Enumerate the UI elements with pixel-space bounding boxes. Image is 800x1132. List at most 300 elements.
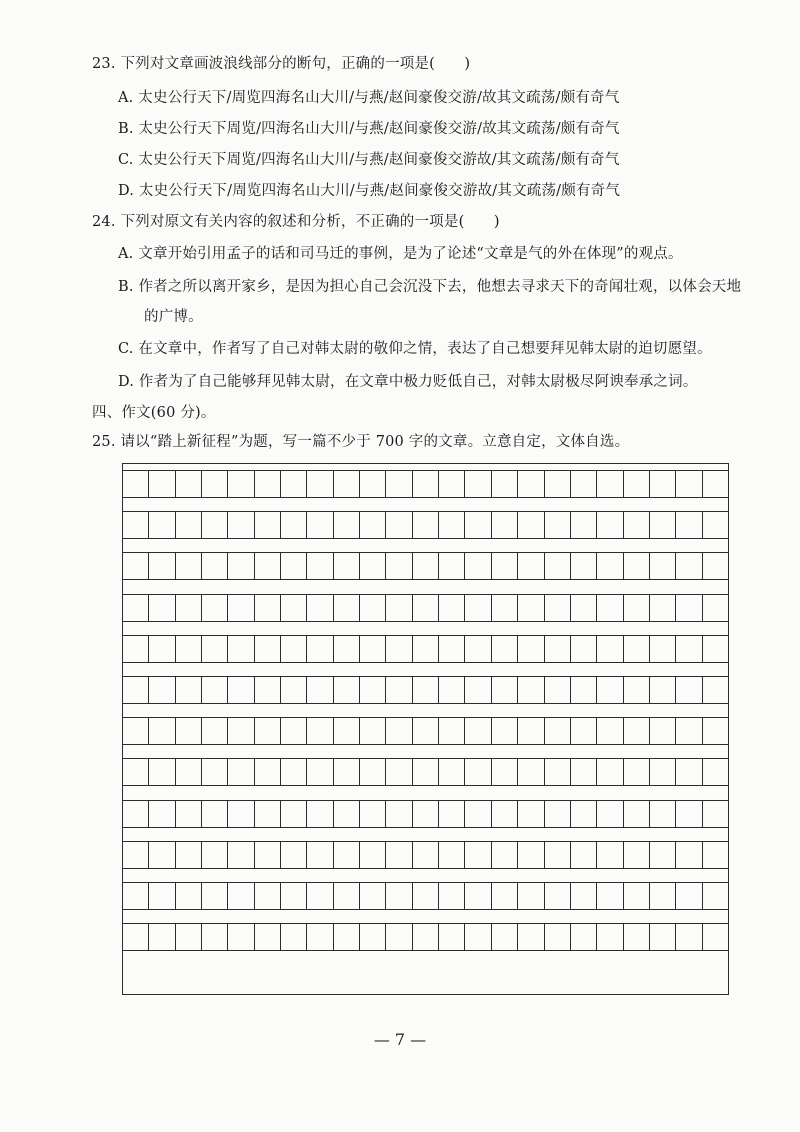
grid-cell[interactable]	[597, 883, 623, 909]
grid-cell[interactable]	[202, 842, 228, 868]
question-24-option-c: C. 在文章中，作者写了自己对韩太尉的敬仰之情，表达了自己想要拜见韩太尉的迫切愿望。	[118, 341, 712, 357]
grid-cell[interactable]	[571, 553, 597, 579]
grid-cell[interactable]	[439, 471, 465, 497]
grid-cell[interactable]	[703, 471, 728, 497]
grid-cell[interactable]	[492, 677, 518, 703]
grid-cell[interactable]	[228, 512, 254, 538]
grid-cell[interactable]	[255, 512, 281, 538]
grid-cell[interactable]	[228, 718, 254, 744]
page-number: — 7 —	[373, 1030, 427, 1049]
grid-cell[interactable]	[676, 677, 702, 703]
grid-cell[interactable]	[307, 512, 333, 538]
grid-cell[interactable]	[545, 677, 571, 703]
grid-cell[interactable]	[492, 801, 518, 827]
grid-cell[interactable]	[624, 553, 650, 579]
grid-cell[interactable]	[176, 512, 202, 538]
grid-cell[interactable]	[123, 842, 149, 868]
grid-cell[interactable]	[255, 553, 281, 579]
grid-cell[interactable]	[545, 512, 571, 538]
grid-cell[interactable]	[281, 718, 307, 744]
grid-cell[interactable]	[492, 718, 518, 744]
grid-cell[interactable]	[123, 471, 149, 497]
grid-row	[123, 511, 728, 539]
grid-cell[interactable]	[518, 842, 544, 868]
grid-cell[interactable]	[492, 759, 518, 785]
grid-row	[123, 800, 728, 828]
grid-cell[interactable]	[360, 842, 386, 868]
grid-cell[interactable]	[228, 595, 254, 621]
grid-cell[interactable]	[123, 924, 149, 950]
grid-cell[interactable]	[465, 471, 491, 497]
grid-cell[interactable]	[386, 883, 412, 909]
grid-cell[interactable]	[413, 595, 439, 621]
grid-cell[interactable]	[650, 801, 676, 827]
grid-cell[interactable]	[465, 883, 491, 909]
grid-cell[interactable]	[307, 636, 333, 662]
grid-cell[interactable]	[202, 636, 228, 662]
grid-cell[interactable]	[334, 471, 360, 497]
grid-cell[interactable]	[492, 553, 518, 579]
grid-cell[interactable]	[149, 759, 175, 785]
grid-cell[interactable]	[255, 677, 281, 703]
grid-cell[interactable]	[597, 759, 623, 785]
grid-cell[interactable]	[360, 924, 386, 950]
grid-cell[interactable]	[307, 801, 333, 827]
grid-cell[interactable]	[413, 553, 439, 579]
grid-cell[interactable]	[413, 636, 439, 662]
section-heading-composition: 四、作文(60 分)。	[92, 405, 216, 421]
grid-cell[interactable]	[360, 595, 386, 621]
grid-cell[interactable]	[439, 677, 465, 703]
grid-cell[interactable]	[228, 883, 254, 909]
grid-cell[interactable]	[176, 842, 202, 868]
grid-cell[interactable]	[650, 759, 676, 785]
grid-cell[interactable]	[334, 553, 360, 579]
grid-cell[interactable]	[624, 471, 650, 497]
grid-cell[interactable]	[597, 553, 623, 579]
grid-cell[interactable]	[439, 718, 465, 744]
grid-cell[interactable]	[360, 636, 386, 662]
grid-cell[interactable]	[703, 801, 728, 827]
grid-cell[interactable]	[597, 636, 623, 662]
grid-cell[interactable]	[202, 883, 228, 909]
question-24-option-a: A. 文章开始引用孟子的话和司马迁的事例，是为了论述“文章是气的外在体现”的观点。	[118, 246, 683, 262]
grid-cell[interactable]	[703, 636, 728, 662]
grid-cell[interactable]	[676, 924, 702, 950]
grid-cell[interactable]	[123, 718, 149, 744]
grid-cell[interactable]	[202, 595, 228, 621]
grid-cell[interactable]	[386, 512, 412, 538]
grid-cell[interactable]	[228, 471, 254, 497]
grid-cell[interactable]	[334, 718, 360, 744]
grid-cell[interactable]	[255, 718, 281, 744]
grid-cell[interactable]	[255, 595, 281, 621]
grid-cell[interactable]	[149, 924, 175, 950]
grid-cell[interactable]	[281, 512, 307, 538]
grid-cell[interactable]	[360, 883, 386, 909]
grid-cell[interactable]	[439, 512, 465, 538]
grid-cell[interactable]	[307, 883, 333, 909]
grid-cell[interactable]	[386, 553, 412, 579]
grid-cell[interactable]	[228, 759, 254, 785]
grid-cell[interactable]	[149, 718, 175, 744]
grid-cell[interactable]	[439, 883, 465, 909]
grid-cell[interactable]	[202, 553, 228, 579]
grid-row	[123, 552, 728, 580]
grid-cell[interactable]	[149, 512, 175, 538]
writing-grid[interactable]	[122, 463, 729, 995]
grid-cell[interactable]	[545, 718, 571, 744]
grid-row	[123, 470, 728, 498]
grid-cell[interactable]	[676, 595, 702, 621]
grid-cell[interactable]	[571, 718, 597, 744]
grid-cell[interactable]	[202, 512, 228, 538]
grid-cell[interactable]	[281, 595, 307, 621]
grid-cell[interactable]	[676, 883, 702, 909]
grid-cell[interactable]	[307, 471, 333, 497]
grid-cell[interactable]	[176, 924, 202, 950]
grid-cell[interactable]	[149, 636, 175, 662]
grid-cell[interactable]	[518, 801, 544, 827]
grid-cell[interactable]	[703, 759, 728, 785]
grid-cell[interactable]	[439, 842, 465, 868]
grid-cell[interactable]	[202, 677, 228, 703]
grid-cell[interactable]	[334, 801, 360, 827]
question-24-option-b: B. 作者之所以离开家乡，是因为担心自己会沉没下去，他想去寻求天下的奇闻壮观，以体会天地	[118, 279, 742, 295]
grid-cell[interactable]	[334, 636, 360, 662]
grid-cell[interactable]	[624, 883, 650, 909]
grid-cell[interactable]	[624, 718, 650, 744]
grid-cell[interactable]	[571, 924, 597, 950]
grid-cell[interactable]	[413, 759, 439, 785]
grid-cell[interactable]	[123, 677, 149, 703]
grid-cell[interactable]	[123, 883, 149, 909]
grid-cell[interactable]	[307, 718, 333, 744]
grid-cell[interactable]	[360, 677, 386, 703]
grid-cell[interactable]	[149, 677, 175, 703]
grid-cell[interactable]	[123, 553, 149, 579]
grid-row	[123, 923, 728, 951]
grid-cell[interactable]	[650, 471, 676, 497]
grid-cell[interactable]	[571, 677, 597, 703]
grid-cell[interactable]	[439, 924, 465, 950]
grid-cell[interactable]	[307, 677, 333, 703]
grid-cell[interactable]	[413, 924, 439, 950]
grid-cell[interactable]	[492, 512, 518, 538]
grid-cell[interactable]	[465, 801, 491, 827]
grid-cell[interactable]	[624, 924, 650, 950]
grid-cell[interactable]	[307, 759, 333, 785]
grid-cell[interactable]	[386, 595, 412, 621]
grid-cell[interactable]	[386, 471, 412, 497]
grid-cell[interactable]	[624, 842, 650, 868]
grid-cell[interactable]	[176, 553, 202, 579]
grid-cell[interactable]	[545, 553, 571, 579]
grid-cell[interactable]	[307, 553, 333, 579]
grid-row	[123, 882, 728, 910]
grid-cell[interactable]	[465, 512, 491, 538]
grid-cell[interactable]	[281, 553, 307, 579]
question-23-option-c: C. 太史公行天下周览/四海名山大川/与燕/赵间豪俊交游故/其文疏荡/颇有奇气	[118, 152, 620, 168]
grid-cell[interactable]	[439, 595, 465, 621]
grid-cell[interactable]	[465, 595, 491, 621]
grid-cell[interactable]	[360, 553, 386, 579]
grid-row	[123, 676, 728, 704]
grid-cell[interactable]	[545, 842, 571, 868]
grid-cell[interactable]	[465, 842, 491, 868]
grid-cell[interactable]	[228, 677, 254, 703]
grid-cell[interactable]	[176, 677, 202, 703]
grid-cell[interactable]	[703, 677, 728, 703]
grid-cell[interactable]	[545, 883, 571, 909]
grid-cell[interactable]	[176, 595, 202, 621]
grid-cell[interactable]	[518, 636, 544, 662]
grid-cell[interactable]	[281, 924, 307, 950]
grid-cell[interactable]	[650, 636, 676, 662]
question-23-stem: 23. 下列对文章画波浪线部分的断句，正确的一项是( )	[92, 56, 471, 72]
grid-cell[interactable]	[465, 924, 491, 950]
grid-cell[interactable]	[413, 801, 439, 827]
grid-cell[interactable]	[492, 883, 518, 909]
grid-cell[interactable]	[676, 553, 702, 579]
grid-cell[interactable]	[650, 924, 676, 950]
grid-cell[interactable]	[202, 759, 228, 785]
question-25-stem: 25. 请以“踏上新征程”为题，写一篇不少于 700 字的文章。立意自定，文体自选。	[92, 434, 630, 450]
grid-cell[interactable]	[465, 718, 491, 744]
grid-cell[interactable]	[571, 759, 597, 785]
grid-cell[interactable]	[465, 677, 491, 703]
grid-cell[interactable]	[123, 801, 149, 827]
grid-cell[interactable]	[571, 883, 597, 909]
grid-cell[interactable]	[123, 595, 149, 621]
grid-cell[interactable]	[228, 842, 254, 868]
grid-cell[interactable]	[518, 883, 544, 909]
grid-cell[interactable]	[571, 801, 597, 827]
grid-cell[interactable]	[149, 471, 175, 497]
grid-cell[interactable]	[202, 718, 228, 744]
grid-cell[interactable]	[703, 883, 728, 909]
grid-cell[interactable]	[492, 924, 518, 950]
grid-cell[interactable]	[597, 595, 623, 621]
grid-cell[interactable]	[545, 801, 571, 827]
grid-cell[interactable]	[202, 471, 228, 497]
grid-cell[interactable]	[228, 924, 254, 950]
grid-cell[interactable]	[307, 924, 333, 950]
grid-cell[interactable]	[703, 512, 728, 538]
grid-cell[interactable]	[255, 801, 281, 827]
grid-cell[interactable]	[281, 842, 307, 868]
grid-cell[interactable]	[123, 512, 149, 538]
grid-cell[interactable]	[465, 553, 491, 579]
grid-cell[interactable]	[334, 677, 360, 703]
grid-cell[interactable]	[676, 842, 702, 868]
grid-cell[interactable]	[518, 924, 544, 950]
grid-cell[interactable]	[439, 801, 465, 827]
grid-cell[interactable]	[176, 759, 202, 785]
grid-cell[interactable]	[518, 759, 544, 785]
grid-cell[interactable]	[281, 471, 307, 497]
grid-row	[123, 758, 728, 786]
grid-cell[interactable]	[334, 512, 360, 538]
question-23-option-b: B. 太史公行天下周览/四海名山大川/与燕/赵间豪俊交游/故其文疏荡/颇有奇气	[118, 121, 620, 137]
grid-cell[interactable]	[597, 677, 623, 703]
grid-cell[interactable]	[518, 512, 544, 538]
grid-cell[interactable]	[386, 636, 412, 662]
grid-cell[interactable]	[492, 595, 518, 621]
grid-cell[interactable]	[597, 471, 623, 497]
grid-cell[interactable]	[176, 636, 202, 662]
grid-cell[interactable]	[545, 924, 571, 950]
grid-cell[interactable]	[413, 718, 439, 744]
grid-cell[interactable]	[202, 801, 228, 827]
grid-cell[interactable]	[334, 883, 360, 909]
grid-cell[interactable]	[228, 801, 254, 827]
grid-cell[interactable]	[228, 636, 254, 662]
grid-cell[interactable]	[255, 471, 281, 497]
grid-cell[interactable]	[176, 801, 202, 827]
grid-cell[interactable]	[624, 512, 650, 538]
grid-cell[interactable]	[597, 718, 623, 744]
grid-cell[interactable]	[703, 924, 728, 950]
grid-cell[interactable]	[360, 801, 386, 827]
grid-cell[interactable]	[386, 718, 412, 744]
grid-cell[interactable]	[676, 759, 702, 785]
grid-cell[interactable]	[518, 595, 544, 621]
grid-cell[interactable]	[703, 718, 728, 744]
grid-cell[interactable]	[650, 553, 676, 579]
grid-cell[interactable]	[386, 842, 412, 868]
grid-cell[interactable]	[465, 759, 491, 785]
grid-row	[123, 635, 728, 663]
grid-cell[interactable]	[545, 595, 571, 621]
grid-cell[interactable]	[624, 759, 650, 785]
grid-cell[interactable]	[703, 553, 728, 579]
grid-cell[interactable]	[281, 883, 307, 909]
grid-cell[interactable]	[202, 924, 228, 950]
grid-cell[interactable]	[650, 842, 676, 868]
grid-cell[interactable]	[492, 471, 518, 497]
grid-cell[interactable]	[334, 759, 360, 785]
grid-cell[interactable]	[518, 718, 544, 744]
grid-cell[interactable]	[624, 801, 650, 827]
grid-cell[interactable]	[518, 471, 544, 497]
grid-cell[interactable]	[255, 759, 281, 785]
grid-cell[interactable]	[676, 636, 702, 662]
grid-cell[interactable]	[149, 883, 175, 909]
grid-cell[interactable]	[545, 636, 571, 662]
grid-cell[interactable]	[650, 883, 676, 909]
question-24-option-b-continued: 的广博。	[144, 309, 203, 325]
grid-cell[interactable]	[624, 636, 650, 662]
grid-cell[interactable]	[176, 718, 202, 744]
grid-cell[interactable]	[149, 595, 175, 621]
grid-cell[interactable]	[307, 595, 333, 621]
grid-cell[interactable]	[334, 595, 360, 621]
grid-cell[interactable]	[123, 636, 149, 662]
question-24-stem: 24. 下列对原文有关内容的叙述和分析，不正确的一项是( )	[92, 214, 500, 230]
grid-cell[interactable]	[597, 842, 623, 868]
grid-cell[interactable]	[360, 718, 386, 744]
question-24-option-d: D. 作者为了自己能够拜见韩太尉，在文章中极力贬低自己，对韩太尉极尽阿谀奉承之词。	[118, 374, 698, 390]
grid-cell[interactable]	[307, 842, 333, 868]
grid-cell[interactable]	[492, 636, 518, 662]
grid-cell[interactable]	[386, 924, 412, 950]
grid-row	[123, 594, 728, 622]
grid-cell[interactable]	[650, 595, 676, 621]
grid-cell[interactable]	[676, 801, 702, 827]
grid-cell[interactable]	[465, 636, 491, 662]
grid-cell[interactable]	[545, 471, 571, 497]
grid-cell[interactable]	[281, 801, 307, 827]
grid-cell[interactable]	[624, 677, 650, 703]
grid-cell[interactable]	[703, 595, 728, 621]
grid-cell[interactable]	[176, 471, 202, 497]
grid-cell[interactable]	[413, 842, 439, 868]
grid-cell[interactable]	[545, 759, 571, 785]
grid-cell[interactable]	[650, 677, 676, 703]
grid-cell[interactable]	[255, 636, 281, 662]
grid-cell[interactable]	[386, 801, 412, 827]
grid-cell[interactable]	[676, 471, 702, 497]
grid-cell[interactable]	[676, 718, 702, 744]
question-23-option-a: A. 太史公行天下/周览四海名山大川/与燕/赵间豪俊交游/故其文疏荡/颇有奇气	[118, 90, 620, 106]
grid-cell[interactable]	[334, 842, 360, 868]
grid-cell[interactable]	[281, 677, 307, 703]
grid-cell[interactable]	[703, 842, 728, 868]
grid-cell[interactable]	[413, 677, 439, 703]
grid-cell[interactable]	[650, 512, 676, 538]
grid-cell[interactable]	[255, 883, 281, 909]
grid-cell[interactable]	[650, 718, 676, 744]
grid-cell[interactable]	[597, 512, 623, 538]
grid-cell[interactable]	[676, 512, 702, 538]
grid-cell[interactable]	[149, 842, 175, 868]
grid-cell[interactable]	[360, 759, 386, 785]
grid-cell[interactable]	[597, 924, 623, 950]
grid-cell[interactable]	[386, 677, 412, 703]
grid-cell[interactable]	[123, 759, 149, 785]
grid-cell[interactable]	[624, 595, 650, 621]
grid-cell[interactable]	[255, 842, 281, 868]
grid-cell[interactable]	[413, 512, 439, 538]
grid-cell[interactable]	[571, 595, 597, 621]
grid-cell[interactable]	[281, 636, 307, 662]
grid-cell[interactable]	[281, 759, 307, 785]
grid-cell[interactable]	[360, 512, 386, 538]
grid-cell[interactable]	[360, 471, 386, 497]
grid-cell[interactable]	[386, 759, 412, 785]
grid-cell[interactable]	[597, 801, 623, 827]
grid-cell[interactable]	[571, 636, 597, 662]
grid-cell[interactable]	[518, 677, 544, 703]
grid-cell[interactable]	[571, 842, 597, 868]
grid-cell[interactable]	[492, 842, 518, 868]
grid-cell[interactable]	[439, 553, 465, 579]
grid-cell[interactable]	[413, 883, 439, 909]
grid-cell[interactable]	[149, 553, 175, 579]
grid-cell[interactable]	[439, 759, 465, 785]
grid-cell[interactable]	[413, 471, 439, 497]
grid-cell[interactable]	[518, 553, 544, 579]
grid-cell[interactable]	[571, 512, 597, 538]
grid-cell[interactable]	[334, 924, 360, 950]
grid-cell[interactable]	[176, 883, 202, 909]
grid-cell[interactable]	[149, 801, 175, 827]
grid-cell[interactable]	[255, 924, 281, 950]
grid-cell[interactable]	[439, 636, 465, 662]
grid-cell[interactable]	[571, 471, 597, 497]
grid-cell[interactable]	[228, 553, 254, 579]
